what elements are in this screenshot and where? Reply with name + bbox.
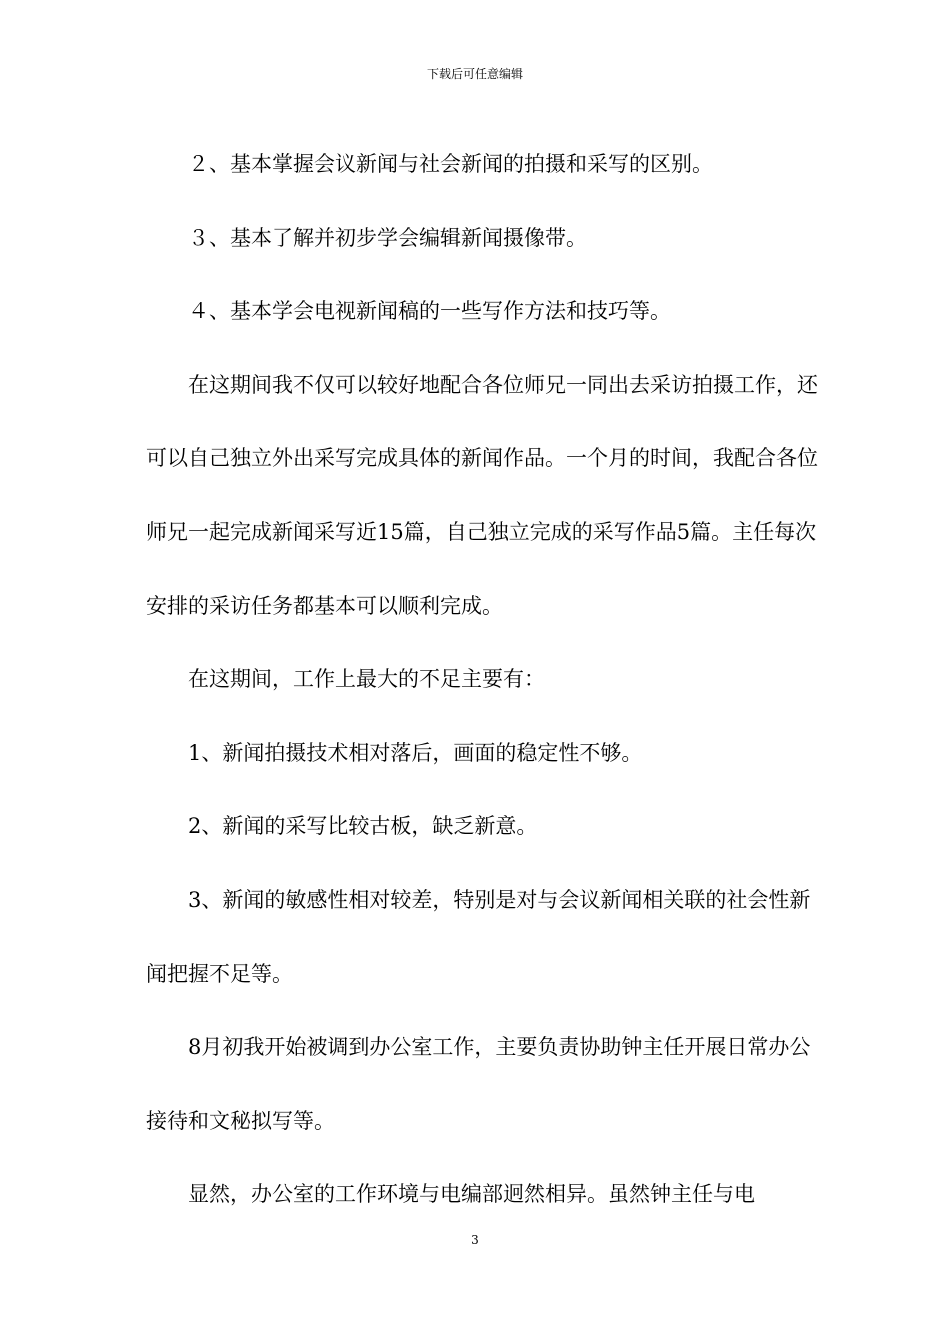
paragraph: ３、基本了解并初步学会编辑新闻摄像带。 [188,225,587,250]
page-header: 下载后可任意编辑 [426,67,523,81]
page-number: 3 [471,1233,479,1247]
paragraph: 3、新闻的敏感性相对较差，特别是对与会议新闻相关联的社会性新闻把握不足等。 [146,887,811,986]
paragraph: ４、基本学会电视新闻稿的一些写作方法和技巧等。 [188,299,671,324]
paragraph: 在这期间，工作上最大的不足主要有： [188,667,545,692]
paragraph: 2、新闻的采写比较古板，缺乏新意。 [188,814,538,839]
paragraph: 1、新闻拍摄技术相对落后，画面的稳定性不够。 [188,740,643,765]
paragraph: 显然，办公室的工作环境与电编部迥然相异。虽然钟主任与电 [188,1182,755,1207]
paragraph: 8月初我开始被调到办公室工作，主要负责协助钟主任开展日常办公接待和文秘拟写等。 [146,1035,811,1133]
document-body [146,128,822,1232]
paragraph: 在这期间我不仅可以较好地配合各位师兄一同出去采访拍摄工作，还可以自己独立外出采写完成具体的新闻作品。一个月的时间，我配合各位师兄一起完成新闻采写近15篇，自己独立完成的采写作品5篇。主任每次安排的采访任务都基本可以顺利完成。 [146,372,818,618]
paragraph: ２、基本掌握会议新闻与社会新闻的拍摄和采写的区别。 [188,152,713,176]
